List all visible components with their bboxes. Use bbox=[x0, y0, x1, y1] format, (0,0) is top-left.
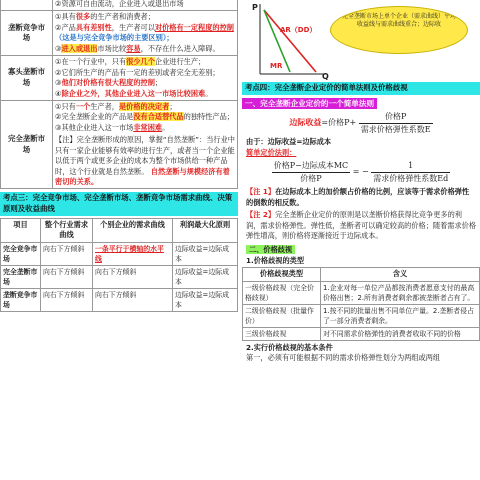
market-desc bbox=[53, 100, 238, 189]
table-cell: 完全竞争市场 bbox=[1, 242, 41, 265]
table-cell: 1.企业对每一单位产品都按消费者愿意支付的最高价格出售；2.所有消费者剩余都被垄断者占有了。 bbox=[321, 281, 480, 304]
top-cut-text: ②资源可自由流动，企业进入或退出市场 bbox=[53, 0, 238, 11]
demand-curve-table bbox=[0, 218, 238, 312]
rule-denominator: 价格P bbox=[300, 173, 322, 183]
list-item: ①在一个行业中，只有很少几个企业进行生产； bbox=[55, 57, 206, 67]
market-name: 寡头垄断市场 bbox=[1, 56, 53, 101]
table-cell: 对不同需求价格弹性的消费者收取不同的价格 bbox=[321, 327, 480, 340]
list-item: ②它们所生产的产品有一定的差别或者完全无差别； bbox=[55, 67, 220, 77]
table-cell: 一级价格歧视（完全价格歧视） bbox=[243, 281, 321, 304]
table-cell: 三级价格歧视 bbox=[243, 327, 321, 340]
rule-heading: 一、完全垄断企业定价的一个简单法则 bbox=[242, 98, 377, 109]
table-cell: 向右下方倾斜 bbox=[41, 288, 93, 311]
market-name: 完全垄断市场 bbox=[1, 100, 53, 189]
mr-term: 边际收益 bbox=[289, 118, 322, 128]
list-item: ①只有一个生产者，是价格的决定者； bbox=[55, 101, 177, 111]
table-cell: 边际收益=边际成本 bbox=[173, 288, 238, 311]
table-row bbox=[1, 288, 238, 311]
since-line: 由于：边际收益=边际成本 bbox=[246, 137, 332, 147]
column-header: 整个行业需求曲线 bbox=[41, 218, 93, 242]
section-title: 考点三：完全竞争市场、完全垄断市场、垄断竞争市场需求曲线、决策原则及收益曲线 bbox=[0, 192, 238, 215]
table-row bbox=[243, 327, 480, 340]
pd-subheading-1: 1.价格歧视的类型 bbox=[246, 256, 305, 266]
table-cell: 二级价格歧视（批量作价） bbox=[243, 304, 321, 327]
list-item: ①具有很多的生产者和消费者； bbox=[55, 12, 155, 22]
market-desc bbox=[53, 11, 238, 56]
note-1: 【注 1】在边际成本上的加价额占价格的比例，应该等于需求价格弹性的倒数的相反数。 bbox=[246, 187, 470, 207]
explanation-bubble: 完全垄断市场上单个企业（需求曲线）平均收益线与需求曲线重合；边际收 bbox=[330, 6, 468, 54]
market-types-table bbox=[0, 0, 238, 189]
table-row bbox=[243, 281, 480, 304]
section-title: 考点四：完全垄断企业定价的简单法则及价格歧视 bbox=[242, 82, 480, 95]
graph-area bbox=[242, 0, 480, 82]
market-desc bbox=[53, 56, 238, 101]
left-column bbox=[0, 0, 238, 312]
table-cell: 垄断竞争市场 bbox=[1, 288, 41, 311]
note-text: 完全垄断形成的原因，掌握“自然垄断”：当行业中只有一家企业能够有效率的进行生产，或者当一个企业能以低于两个或更多企业的成本为整个市场供给一种产品时，这个行业就是自然垄断。 bbox=[55, 135, 235, 176]
table-cell: 边际收益=边际成本 bbox=[173, 265, 238, 288]
ar-label: AR（DD） bbox=[280, 26, 317, 34]
rule-rhs-numerator: 1 bbox=[371, 160, 450, 173]
table-row bbox=[1, 56, 238, 101]
mr-eq: =价格P+ bbox=[321, 118, 357, 128]
note-box bbox=[55, 135, 235, 187]
list-item: ③他们对价格有很大程度的控制； bbox=[55, 78, 163, 88]
table-row bbox=[1, 0, 238, 11]
table-row bbox=[243, 304, 480, 327]
column-header: 个别企业的需求曲线 bbox=[93, 218, 173, 242]
pd-subheading-2: 2.实行价格歧视的基本条件 bbox=[246, 342, 333, 352]
market-name: 垄断竞争市场 bbox=[1, 11, 53, 56]
price-discrimination-heading: 二、价格歧视 bbox=[246, 245, 295, 254]
list-item: ②产品具有差别性，生产者可以对价格有一定程度的控制（这是与完全竞争市场的主要区别）； bbox=[55, 22, 234, 43]
table-cell: 向右下方倾斜 bbox=[41, 242, 93, 265]
table-cell: 1.按不同的批量出售不同单位产量。2.垄断者侵占了一部分消费者剩余。 bbox=[321, 304, 480, 327]
price-discrimination-table bbox=[242, 267, 480, 340]
table-header-row bbox=[1, 218, 238, 242]
list-item: ③进入或退出市场比较容易，不存在什么进入障碍。 bbox=[55, 43, 220, 53]
rule-rhs-denominator: 需求价格弹性系数Ed bbox=[373, 173, 449, 183]
column-header: 价格歧视类型 bbox=[243, 268, 321, 281]
table-cell: 完全垄断市场 bbox=[1, 265, 41, 288]
mr-label: MR bbox=[270, 62, 283, 70]
right-column bbox=[242, 0, 480, 364]
pricing-rule-formula: $\frac{\text{价格P−边际成本MC}}{\text{价格P}}$ = − $\frac{1}{\text{需求价格弹性系数Ed}}$ bbox=[273, 161, 449, 183]
rule-numerator: 价格P−边际成本MC bbox=[272, 160, 350, 173]
note-label: 【注】 bbox=[55, 135, 77, 145]
table-cell: 一条平行于横轴的水平线 bbox=[93, 242, 173, 265]
table-row bbox=[1, 242, 238, 265]
mr-denominator: 需求价格弹性系数E bbox=[360, 124, 431, 134]
column-header: 利润最大化原则 bbox=[173, 218, 238, 242]
table-cell: 边际收益=边际成本 bbox=[173, 242, 238, 265]
table-cell: 向右下方倾斜 bbox=[93, 265, 173, 288]
table-header-row bbox=[243, 268, 480, 281]
mr-numerator: 价格P bbox=[359, 111, 433, 124]
note-2: 【注 2】完全垄断企业定价的原则是以垄断价格获得比竞争更多的利润，需求价格弹性。弹性低，垄断者可以确定较高的价格；随着需求价格弹性增高，则价格将逐渐接近于边际成本。 bbox=[246, 210, 477, 241]
table-cell: 向右下方倾斜 bbox=[41, 265, 93, 288]
list-item: ④除企业之外，其他企业进入这一市场比较困难。 bbox=[55, 88, 213, 98]
q-axis-label: Q bbox=[322, 72, 329, 80]
p-axis-label: P bbox=[252, 3, 258, 12]
column-header: 含义 bbox=[321, 268, 480, 281]
table-row bbox=[1, 100, 238, 189]
list-item: ②完全垄断企业的产品是没有合适替代品的独特性产品； bbox=[55, 112, 234, 122]
table-row bbox=[1, 11, 238, 56]
note-tail: 自然垄断与规模经济有着密切的关系。 bbox=[55, 166, 230, 186]
simple-rule-label: 简单定价法则： bbox=[246, 147, 297, 157]
table-cell: 向右下方倾斜 bbox=[93, 288, 173, 311]
list-item: ③其他企业进入这一市场非常困难。 bbox=[55, 122, 170, 132]
column-header: 项目 bbox=[1, 218, 41, 242]
marginal-revenue-formula bbox=[242, 111, 480, 135]
pd-condition: 第一，必须有可能根据不同的需求价格弹性划分为两组或两组 bbox=[246, 353, 441, 363]
table-row bbox=[1, 265, 238, 288]
